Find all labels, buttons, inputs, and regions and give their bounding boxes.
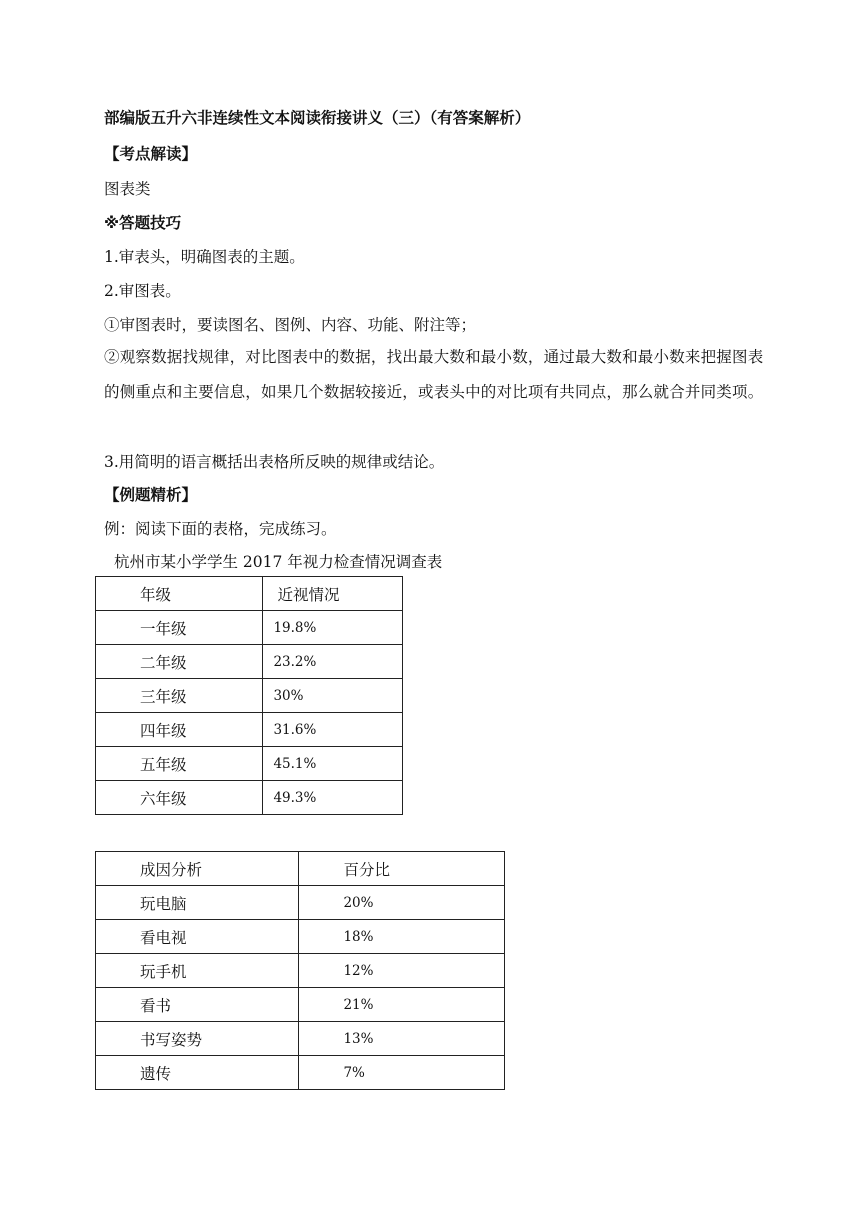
cause-cell: 书写姿势 bbox=[96, 1022, 299, 1056]
cause-cell: 看电视 bbox=[96, 920, 299, 954]
tips-heading: ※答题技巧 bbox=[104, 214, 182, 232]
table-row bbox=[96, 747, 403, 781]
grade-cell: 二年级 bbox=[96, 645, 263, 679]
tip-1: 1.审表头，明确图表的主题。 bbox=[104, 248, 305, 266]
percentage-cell: 18% bbox=[299, 920, 505, 954]
myopia-rate-cell: 45.1% bbox=[263, 747, 403, 781]
table-row bbox=[96, 713, 403, 747]
grade-cell: 一年级 bbox=[96, 611, 263, 645]
table-row bbox=[96, 1056, 505, 1090]
myopia-rate-cell: 31.6% bbox=[263, 713, 403, 747]
table-row bbox=[96, 781, 403, 815]
cause-cell: 玩手机 bbox=[96, 954, 299, 988]
percentage-cell: 13% bbox=[299, 1022, 505, 1056]
document-title: 部编版五升六非连续性文本阅读衔接讲义（三）（有答案解析） bbox=[104, 109, 531, 127]
cause-cell: 遗传 bbox=[96, 1056, 299, 1090]
category-label: 图表类 bbox=[104, 180, 151, 198]
tip-2b: ②观察数据找规律，对比图表中的数据，找出最大数和最小数，通过最大数和最小数来把握图表的侧重点和主要信息，如果几个数据较接近，或表头中的对比项有共同点，那么就合并同类项。 bbox=[104, 348, 764, 401]
grade-cell: 六年级 bbox=[96, 781, 263, 815]
cause-analysis-table bbox=[95, 851, 505, 1090]
tip-3: 3.用简明的语言概括出表格所反映的规律或结论。 bbox=[104, 453, 445, 471]
table-row bbox=[96, 988, 505, 1022]
grade-cell: 四年级 bbox=[96, 713, 263, 747]
myopia-rate-cell: 19.8% bbox=[263, 611, 403, 645]
table-row bbox=[96, 1022, 505, 1056]
example-intro: 例：阅读下面的表格，完成练习。 bbox=[104, 520, 337, 538]
tip-2a: ①审图表时，要读图名、图例、内容、功能、附注等； bbox=[104, 316, 477, 334]
table-header-cell: 百分比 bbox=[299, 852, 505, 886]
table-row bbox=[96, 886, 505, 920]
section-heading-kaodian: 【考点解读】 bbox=[104, 145, 198, 163]
table-row bbox=[96, 611, 403, 645]
table-header-cell: 年级 bbox=[96, 577, 263, 611]
grade-cell: 五年级 bbox=[96, 747, 263, 781]
cause-cell: 看书 bbox=[96, 988, 299, 1022]
table-row bbox=[96, 645, 403, 679]
table1-caption: 杭州市某小学学生 2017 年视力检查情况调查表 bbox=[114, 553, 443, 571]
table-header-cell: 近视情况 bbox=[263, 577, 403, 611]
myopia-rate-cell: 23.2% bbox=[263, 645, 403, 679]
percentage-cell: 20% bbox=[299, 886, 505, 920]
table-row bbox=[96, 954, 505, 988]
percentage-cell: 7% bbox=[299, 1056, 505, 1090]
percentage-cell: 12% bbox=[299, 954, 505, 988]
table-header-row bbox=[96, 852, 505, 886]
myopia-rate-cell: 49.3% bbox=[263, 781, 403, 815]
section-heading-liti: 【例题精析】 bbox=[104, 486, 198, 504]
tip-2: 2.审图表。 bbox=[104, 282, 181, 300]
vision-survey-table bbox=[95, 576, 403, 815]
cause-cell: 玩电脑 bbox=[96, 886, 299, 920]
table-row bbox=[96, 679, 403, 713]
table-header-cell: 成因分析 bbox=[96, 852, 299, 886]
grade-cell: 三年级 bbox=[96, 679, 263, 713]
myopia-rate-cell: 30% bbox=[263, 679, 403, 713]
table-row bbox=[96, 920, 505, 954]
percentage-cell: 21% bbox=[299, 988, 505, 1022]
table-header-row bbox=[96, 577, 403, 611]
